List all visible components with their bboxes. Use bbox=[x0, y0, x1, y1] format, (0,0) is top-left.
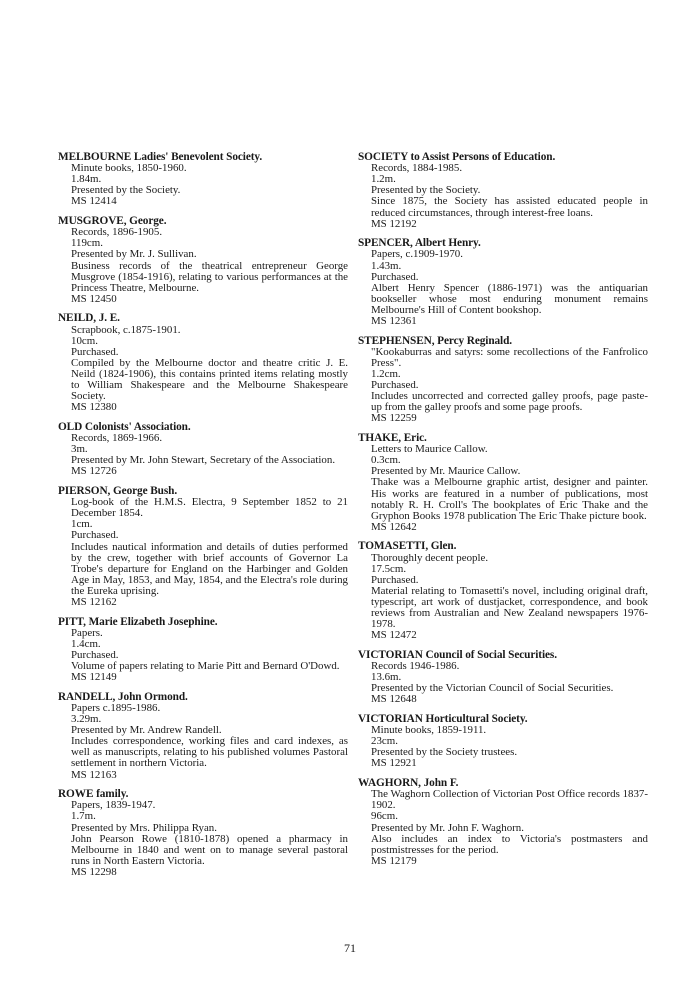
entry-line: 3m. bbox=[71, 443, 88, 456]
entry-line: Thoroughly decent people. bbox=[371, 551, 489, 564]
entry-line: 17.5cm. bbox=[371, 562, 407, 575]
catalogue-entry bbox=[58, 616, 348, 684]
entry-line: MS 12726 bbox=[71, 465, 117, 478]
left-column bbox=[58, 151, 348, 886]
entry-heading: MELBOURNE Ladies' Benevolent Society. bbox=[58, 151, 263, 163]
entry-line: 1.2cm. bbox=[371, 368, 401, 381]
entry-line: Presented by Mr. J. Sullivan. bbox=[71, 248, 197, 261]
entry-body bbox=[358, 347, 648, 425]
entry-line: Presented by the Society. bbox=[71, 184, 181, 197]
entry-line: MS 12179 bbox=[371, 854, 417, 867]
entry-line: Purchased. bbox=[371, 270, 419, 283]
entry-line: The Waghorn Collection of Victorian Post Office records 1837-1902. bbox=[371, 788, 648, 812]
entry-line: 119cm. bbox=[71, 237, 103, 250]
entry-line: MS 12298 bbox=[71, 865, 117, 878]
catalogue-entry bbox=[358, 713, 648, 770]
entry-line: Minute books, 1850-1960. bbox=[71, 162, 187, 175]
entry-line: MS 12450 bbox=[71, 292, 117, 305]
entry-line: MS 12259 bbox=[371, 412, 417, 425]
catalogue-entry bbox=[58, 691, 348, 781]
entry-line: 1.2m. bbox=[371, 173, 396, 186]
entry-line: Includes correspondence, working files and card indexes, as well as manuscripts, relating to his published volumes Pastoral settlement in northern Victoria. bbox=[71, 735, 348, 770]
entry-body bbox=[58, 163, 348, 207]
entry-line: Business records of the theatrical entrepreneur George Musgrove (1854-1916), relating to various performances at the Princess Theatre, Melbourne. bbox=[71, 259, 348, 294]
entry-heading: THAKE, Eric. bbox=[358, 431, 427, 444]
entry-line: 1cm. bbox=[71, 518, 93, 531]
entry-body bbox=[58, 628, 348, 683]
entry-line: MS 12380 bbox=[71, 401, 117, 414]
catalogue-entry bbox=[358, 540, 648, 641]
entry-heading: RANDELL, John Ormond. bbox=[58, 690, 188, 703]
entry-line: Papers. bbox=[71, 626, 103, 639]
entry-heading: PITT, Marie Elizabeth Josephine. bbox=[58, 615, 218, 628]
entry-line: MS 12361 bbox=[371, 315, 417, 328]
entry-heading: MUSGROVE, George. bbox=[58, 215, 167, 228]
entry-line: 1.43m. bbox=[371, 259, 402, 272]
entry-line: John Pearson Rowe (1810-1878) opened a pharmacy in Melbourne in 1840 and went on to manage several pastoral runs in North Eastern Victoria. bbox=[71, 832, 348, 867]
entry-line: MS 12149 bbox=[71, 671, 117, 684]
entry-line: Volume of papers relating to Marie Pitt and Bernard O'Dowd. bbox=[71, 660, 340, 673]
catalogue-entry bbox=[58, 151, 348, 208]
catalogue-entry bbox=[58, 312, 348, 413]
entry-heading: ROWE family. bbox=[58, 788, 129, 801]
entry-line: Presented by the Society. bbox=[371, 184, 481, 197]
entry-line: "Kookaburras and satyrs: some recollections of the Fanfrolico Press". bbox=[371, 345, 648, 369]
entry-line: 10cm. bbox=[71, 334, 98, 347]
entry-line: Minute books, 1859-1911. bbox=[371, 724, 487, 737]
entry-line: MS 12472 bbox=[371, 629, 417, 642]
catalogue-entry bbox=[358, 151, 648, 230]
catalogue-entry bbox=[58, 215, 348, 305]
catalogue-entry bbox=[58, 788, 348, 878]
entry-heading: NEILD, J. E. bbox=[58, 312, 120, 325]
entry-heading: OLD Colonists' Association. bbox=[58, 420, 191, 433]
catalogue-entry bbox=[358, 777, 648, 867]
entry-line: Papers, c.1909-1970. bbox=[371, 248, 463, 261]
entry-body bbox=[358, 444, 648, 533]
entry-line: Records 1946-1986. bbox=[371, 660, 460, 673]
entry-line: Compiled by the Melbourne doctor and theatre critic J. E. Neild (1824-1906), this contains printed items relating mostly to William Shakespeare and the Melbourne Shakespeare Society. bbox=[71, 356, 348, 403]
entry-line: 96cm. bbox=[371, 810, 398, 823]
entry-body bbox=[58, 325, 348, 414]
entry-line: Purchased. bbox=[71, 649, 119, 661]
entry-line: MS 12642 bbox=[371, 520, 417, 533]
entry-line: Purchased. bbox=[71, 345, 119, 358]
entry-body bbox=[358, 553, 648, 642]
entry-line: 0.3cm. bbox=[371, 454, 401, 467]
catalogue-entry bbox=[58, 421, 348, 478]
entry-line: Material relating to Tomasetti's novel, including original draft, typescript, art work of dustjacket, correspondence, and book reviews from Australian and New Zealand newspapers 1976-1978. bbox=[371, 584, 648, 631]
entry-line: Thake was a Melbourne graphic artist, designer and painter. His works are featured in a number of publications, most notably R. H. Croll's The bookplates of Eric Thake and the Gryphon Books 1978 publication The Eric Thake picture book. bbox=[371, 476, 648, 522]
entry-line: Purchased. bbox=[71, 529, 119, 542]
entry-line: MS 12162 bbox=[71, 596, 117, 609]
entry-heading: TOMASETTI, Glen. bbox=[358, 540, 457, 553]
entry-line: MS 12414 bbox=[71, 195, 117, 208]
entry-line: Presented by Mr. John Stewart, Secretary of the Association. bbox=[71, 454, 336, 467]
entry-heading: VICTORIAN Horticultural Society. bbox=[358, 712, 528, 725]
entry-heading: SPENCER, Albert Henry. bbox=[358, 237, 481, 250]
entry-line: MS 12921 bbox=[371, 757, 417, 770]
catalogue-entry bbox=[358, 237, 648, 327]
entry-body bbox=[58, 433, 348, 477]
entry-body bbox=[358, 725, 648, 769]
entry-line: Since 1875, the Society has assisted educated people in reduced circumstances, through interest-free loans. bbox=[371, 195, 648, 219]
catalogue-entry bbox=[358, 649, 648, 706]
entry-line: Also includes an index to Victoria's postmasters and postmistresses for the period. bbox=[371, 832, 648, 856]
entry-line: Papers c.1895-1986. bbox=[71, 701, 161, 714]
entry-heading: SOCIETY to Assist Persons of Education. bbox=[358, 151, 556, 163]
right-column bbox=[358, 151, 648, 874]
entry-line: MS 12648 bbox=[371, 693, 417, 706]
entry-body bbox=[58, 800, 348, 878]
entry-line: 3.29m. bbox=[71, 713, 102, 726]
entry-line: Includes nautical information and details of duties performed by the crew, together with brief accounts of Governor La Trobe's departure for England on the Harbinger and Golden Age in May, 1853, and May, 1854, and the Electra's role during the Eureka uprising. bbox=[71, 540, 348, 597]
catalogue-entry bbox=[358, 335, 648, 425]
entry-body bbox=[358, 249, 648, 327]
entry-line: Purchased. bbox=[371, 379, 419, 392]
entry-line: Presented by Mr. Andrew Randell. bbox=[71, 724, 222, 737]
page-number: 71 bbox=[344, 941, 356, 955]
entry-line: Presented by Mr. John F. Waghorn. bbox=[371, 821, 524, 834]
entry-body bbox=[358, 661, 648, 705]
entry-line: 13.6m. bbox=[371, 671, 402, 684]
entry-line: Presented by Mr. Maurice Callow. bbox=[371, 465, 521, 478]
entry-line: 1.7m. bbox=[71, 810, 96, 823]
entry-body bbox=[358, 163, 648, 230]
entry-heading: WAGHORN, John F. bbox=[358, 777, 459, 790]
entry-body bbox=[58, 703, 348, 781]
entry-line: Records, 1896-1905. bbox=[71, 226, 163, 239]
entry-line: Presented by Mrs. Philippa Ryan. bbox=[71, 821, 217, 834]
entry-line: Purchased. bbox=[371, 573, 419, 586]
entry-line: Log-book of the H.M.S. Electra, 9 September 1852 to 21 December 1854. bbox=[71, 496, 348, 520]
entry-line: Records, 1884-1985. bbox=[371, 162, 463, 175]
entry-line: 1.84m. bbox=[71, 173, 102, 186]
entry-line: Scrapbook, c.1875-1901. bbox=[71, 323, 181, 336]
entry-line: 23cm. bbox=[371, 735, 398, 748]
entry-line: Presented by the Society trustees. bbox=[371, 746, 518, 759]
entry-heading: PIERSON, George Bush. bbox=[58, 484, 178, 497]
entry-line: 1.4cm. bbox=[71, 637, 101, 650]
entry-line: Papers, 1839-1947. bbox=[71, 799, 156, 812]
entry-body bbox=[58, 227, 348, 305]
entry-body bbox=[58, 497, 348, 608]
catalogue-entry bbox=[58, 485, 348, 608]
entry-line: Includes uncorrected and corrected galley proofs, page paste-up from the galley proofs and some page proofs. bbox=[371, 390, 648, 414]
entry-line: Albert Henry Spencer (1886-1971) was the antiquarian bookseller whose most enduring monument remains Melbourne's Hill of Content bookshop. bbox=[371, 281, 648, 316]
entry-line: Records, 1869-1966. bbox=[71, 432, 163, 445]
entry-line: Presented by the Victorian Council of Social Securities. bbox=[371, 682, 614, 695]
entry-heading: STEPHENSEN, Percy Reginald. bbox=[358, 334, 513, 347]
entry-line: MS 12163 bbox=[71, 768, 117, 781]
entry-line: Letters to Maurice Callow. bbox=[371, 443, 488, 456]
entry-line: MS 12192 bbox=[371, 217, 417, 230]
entry-body bbox=[358, 789, 648, 867]
catalogue-entry bbox=[358, 432, 648, 533]
entry-heading: VICTORIAN Council of Social Securities. bbox=[358, 648, 557, 661]
